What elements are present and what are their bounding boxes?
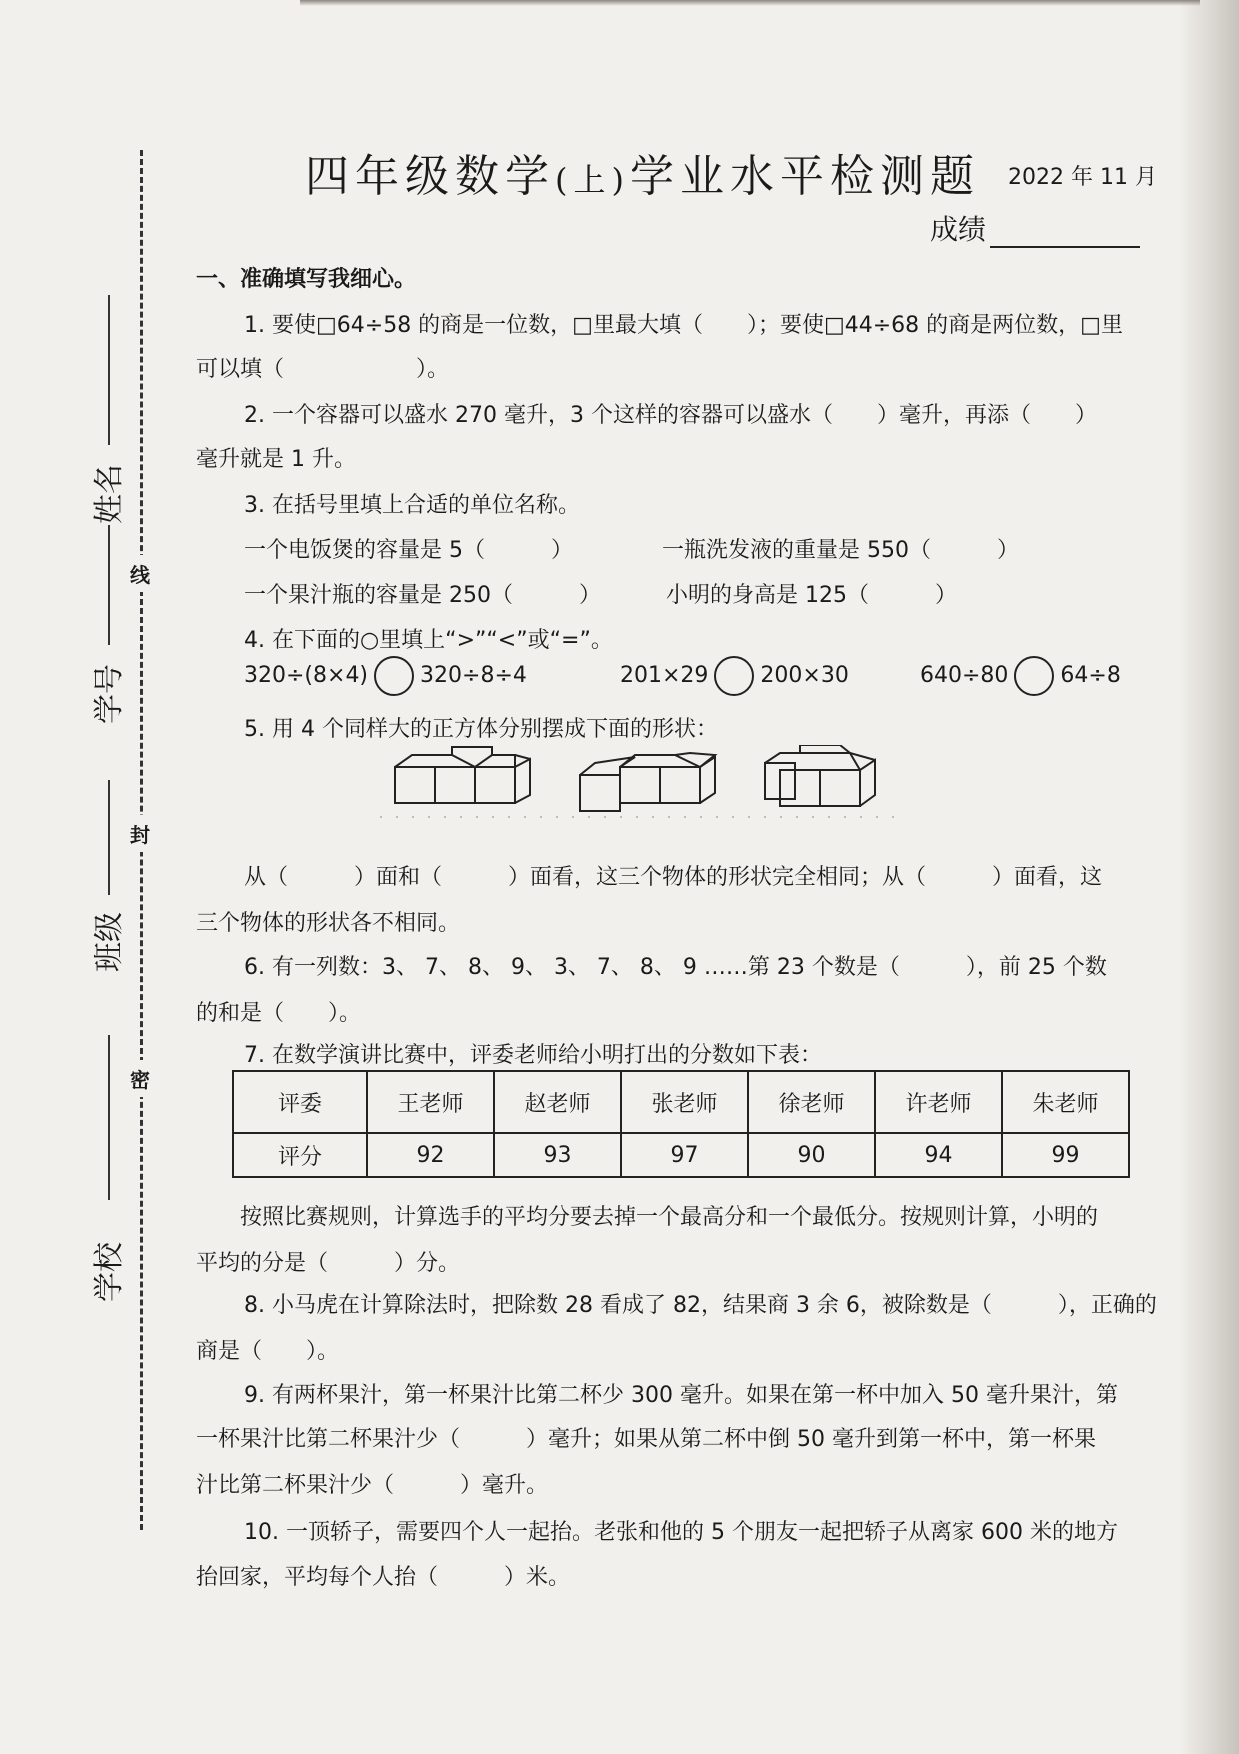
q4-left-3: 640÷80	[920, 663, 1009, 688]
q4-right-3: 64÷8	[1060, 663, 1121, 688]
q1-line1: 1. 要使□64÷58 的商是一位数，□里最大填（ ）；要使□44÷68 的商是两位数，□里	[244, 313, 1123, 338]
title-sub: 学业水平检测题	[629, 151, 980, 202]
title-semester: (上)	[555, 161, 630, 199]
q7-line2: 平均的分是（ ）分。	[196, 1251, 461, 1276]
q6-line1: 6. 有一列数：3、 7、 8、 9、 3、 7、 8、 9 ……第 23 个数是（ ），前 25 个数	[244, 955, 1107, 980]
score-cell: 93	[494, 1133, 621, 1177]
q4-right-1: 320÷8÷4	[420, 663, 527, 688]
teacher-cell: 徐老师	[748, 1071, 875, 1133]
teacher-cell: 朱老师	[1002, 1071, 1129, 1133]
score-blank[interactable]	[990, 220, 1140, 248]
q10-line2: 抬回家，平均每个人抬（ ）米。	[196, 1565, 571, 1590]
class-label: 班级	[92, 912, 127, 972]
q4-left-2: 201×29	[620, 663, 709, 688]
school-write-line	[108, 1035, 110, 1200]
q8-line2: 商是（ ）。	[196, 1339, 340, 1364]
q3-item-b: 一瓶洗发液的重量是 550（ ）	[662, 538, 1019, 563]
q5-line1: 从（ ）面和（ ）面看，这三个物体的形状完全相同；从（ ）面看，这	[244, 865, 1103, 890]
q9-line1: 9. 有两杯果汁，第一杯果汁比第二杯少 300 毫升。如果在第一杯中加入 50 毫升果汁，第	[244, 1383, 1118, 1408]
teacher-cell: 赵老师	[494, 1071, 621, 1133]
title-main: 四年级数学	[305, 151, 555, 202]
q5-stem: 5. 用 4 个同样大的正方体分别摆成下面的形状：	[244, 717, 718, 742]
score-cell: 99	[1002, 1133, 1129, 1177]
q4-compare-2	[620, 656, 849, 696]
compare-circle-1[interactable]	[374, 656, 414, 696]
q3-item-d: 小明的身高是 125（ ）	[666, 583, 957, 608]
score-cell: 90	[748, 1133, 875, 1177]
q8-line1: 8. 小马虎在计算除法时，把除数 28 看成了 82，结果商 3 余 6，被除数是（ ），正确的	[244, 1293, 1157, 1318]
student-id-label: 学号	[92, 664, 127, 724]
name-write-line	[108, 295, 110, 445]
q2-line1: 2. 一个容器可以盛水 270 毫升，3 个这样的容器可以盛水（ ）毫升，再添（ ）	[244, 403, 1097, 428]
q7-line1: 按照比赛规则，计算选手的平均分要去掉一个最高分和一个最低分。按规则计算，小明的	[240, 1205, 1099, 1230]
binding-mark-mi: 密	[130, 1060, 150, 1097]
q9-line2: 一杯果汁比第二杯果汁少（ ）毫升；如果从第二杯中倒 50 毫升到第一杯中，第一杯果	[196, 1427, 1096, 1452]
teacher-cell: 王老师	[367, 1071, 494, 1133]
page-title	[305, 140, 980, 204]
exam-date: 2022 年 11 月	[1008, 165, 1157, 190]
section-heading: 一、准确填写我细心。	[196, 267, 417, 292]
compare-circle-2[interactable]	[714, 656, 754, 696]
score-label: 成绩	[930, 213, 987, 246]
q4-compare-1	[244, 656, 527, 696]
score-cell: 97	[621, 1133, 748, 1177]
q3-item-a: 一个电饭煲的容量是 5（ ）	[244, 538, 573, 563]
judges-score-table	[232, 1070, 1130, 1178]
q9-line3: 汁比第二杯果汁少（ ）毫升。	[196, 1473, 549, 1498]
q2-line2: 毫升就是 1 升。	[196, 447, 356, 472]
binding-mark-feng: 封	[130, 815, 150, 852]
q10-line1: 10. 一顶轿子，需要四个人一起抬。老张和他的 5 个朋友一起把轿子从离家 600 米的地方	[244, 1520, 1118, 1545]
q1-line2: 可以填（ ）。	[196, 357, 450, 382]
table-header-judge: 评委	[233, 1071, 367, 1133]
cube-shape-2	[580, 753, 715, 811]
compare-circle-3[interactable]	[1014, 656, 1054, 696]
scan-top-shadow	[300, 0, 1200, 6]
class-write-line	[108, 780, 110, 895]
q7-stem: 7. 在数学演讲比赛中，评委老师给小明打出的分数如下表：	[244, 1043, 822, 1068]
cube-shape-1	[395, 747, 530, 803]
q4-stem: 4. 在下面的○里填上“>”“<”或“=”。	[244, 628, 613, 653]
table-header-score: 评分	[233, 1133, 367, 1177]
table-row	[233, 1133, 1129, 1177]
cube-figures	[380, 745, 900, 820]
student-id-write-line	[108, 525, 110, 645]
q6-line2: 的和是（ ）。	[196, 1001, 362, 1026]
teacher-cell: 许老师	[875, 1071, 1002, 1133]
cube-shape-3	[765, 745, 875, 806]
q4-compare-3	[920, 656, 1121, 696]
table-row	[233, 1071, 1129, 1133]
scan-edge-shadow	[1179, 0, 1239, 1754]
teacher-cell: 张老师	[621, 1071, 748, 1133]
score-field	[930, 208, 1140, 248]
q4-left-1: 320÷(8×4)	[244, 663, 369, 688]
score-cell: 94	[875, 1133, 1002, 1177]
q5-line2: 三个物体的形状各不相同。	[196, 911, 461, 936]
name-label: 姓名	[92, 464, 127, 524]
school-label: 学校	[92, 1242, 127, 1302]
q3-stem: 3. 在括号里填上合适的单位名称。	[244, 493, 580, 518]
score-cell: 92	[367, 1133, 494, 1177]
binding-mark-xian: 线	[130, 555, 150, 592]
q3-item-c: 一个果汁瓶的容量是 250（ ）	[244, 583, 601, 608]
q4-right-2: 200×30	[760, 663, 849, 688]
